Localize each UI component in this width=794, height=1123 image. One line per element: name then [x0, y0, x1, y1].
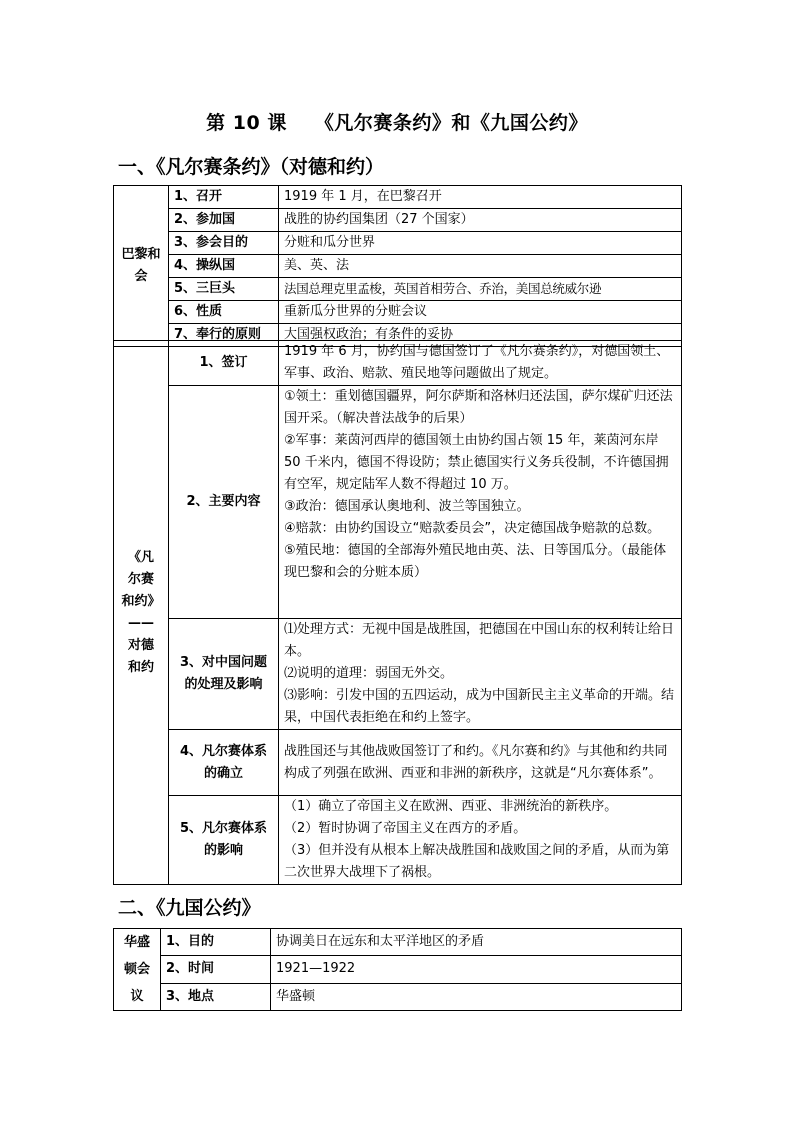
china-cell	[279, 619, 682, 730]
impact-item: （2）暂时协调了帝国主义在西方的矛盾。	[284, 821, 527, 836]
treaty-group-line: 和约	[127, 659, 154, 675]
paris-row-value: 大国强权政治；有条件的妥协	[279, 324, 682, 347]
content-item: ③政治：德国承认奥地利、波兰等国独立。	[284, 499, 530, 514]
impact-item: （3）但并没有从根本上解决战胜国和战败国之间的矛盾，从而为第二次世界大战埋下了祸根。	[284, 843, 670, 880]
china-item: ⑶影响：引发中国的五四运动，成为中国新民主主义革命的开端。结果，中国代表拒绝在和约上签字。	[284, 688, 675, 725]
paris-row-value: 分赃和瓜分世界	[279, 232, 682, 255]
washington-row-value: 协调美日在远东和太平洋地区的矛盾	[271, 929, 682, 956]
system-label-line: 的确立	[203, 765, 243, 781]
china-item: ⑵说明的道理：弱国无外交。	[284, 666, 454, 681]
treaty-group-line: 对德	[127, 637, 154, 653]
sign-value: 1919 年 6 月，协约国与德国签订了《凡尔赛条约》，对德国领土、军事、政治、赔款、殖民地等问题做出了规定。	[279, 341, 682, 386]
content-label: 2、主要内容	[169, 386, 279, 619]
impact-label-line: 的影响	[203, 843, 243, 858]
content-item: ①领土：重划德国疆界，阿尔萨斯和洛林归还法国，萨尔煤矿归还法国开采。（解决普法战争的后果）	[284, 389, 673, 426]
washington-group-cell	[114, 929, 161, 1011]
paris-row-label: 6、性质	[169, 301, 279, 324]
content-cell	[279, 386, 682, 619]
washington-group-line: 议	[130, 989, 144, 1004]
paris-row-value: 1919 年 1 月，在巴黎召开	[279, 186, 682, 209]
lesson-name: 《凡尔赛条约》和《九国公约》	[314, 112, 588, 134]
content-item: ⑤殖民地：德国的全部海外殖民地由英、法、日等国瓜分。（最能体现巴黎和会的分赃本质）	[284, 543, 667, 580]
content-item: ②军事：莱茵河西岸的德国领土由协约国占领 15 年，莱茵河东岸 50 千米内，德国不得设防；禁止德国实行义务兵役制，不许德国拥有空军，规定陆军人数不得超过 10 万。	[284, 433, 669, 492]
treaty-group-cell	[114, 341, 169, 885]
china-label	[169, 619, 279, 730]
versailles-treaty-table	[113, 340, 682, 885]
paris-row-value: 重新瓜分世界的分赃会议	[279, 301, 682, 324]
china-label-line: 的处理及影响	[184, 677, 263, 692]
paris-conference-table	[113, 185, 682, 347]
washington-row-label: 2、时间	[161, 956, 271, 983]
lesson-number: 第 10 课	[206, 112, 287, 134]
paris-row-label: 5、三巨头	[169, 278, 279, 301]
impact-label-line: 5、凡尔赛体系	[179, 821, 268, 836]
china-item: ⑴处理方式：无视中国是战胜国，把德国在中国山东的权利转让给日本。	[284, 622, 675, 659]
washington-group-line: 顿会	[123, 962, 150, 977]
washington-row-label: 1、目的	[161, 929, 271, 956]
system-label	[169, 730, 279, 796]
content-item: ④赔款：由协约国设立“赔款委员会”，决定德国战争赔款的总数。	[284, 521, 661, 536]
sign-label: 1、签订	[169, 341, 279, 386]
paris-row-label: 7、奉行的原则	[169, 324, 279, 347]
section2-heading: 二、《九国公约》	[118, 897, 261, 919]
treaty-group-line: 和约》	[121, 593, 161, 609]
china-label-line: 3、对中国问题	[179, 655, 268, 670]
washington-row-value: 1921—1922	[271, 956, 682, 983]
paris-row-value: 法国总理克里孟梭，英国首相劳合、乔治，美国总统威尔逊	[279, 278, 682, 301]
system-label-line: 4、凡尔赛体系	[179, 743, 268, 759]
paris-row-label: 3、参会目的	[169, 232, 279, 255]
system-value: 战胜国还与其他战败国签订了和约。《凡尔赛和约》与其他和约共同构成了列强在欧洲、西亚和非洲的新秩序，这就是“凡尔赛体系”。	[279, 730, 682, 796]
paris-row-label: 2、参加国	[169, 209, 279, 232]
paris-row-value: 战胜的协约国集团（27 个国家）	[279, 209, 682, 232]
section1-heading: 一、《凡尔赛条约》（对德和约）	[118, 156, 385, 178]
paris-row-label: 4、操纵国	[169, 255, 279, 278]
treaty-group-line: 尔赛	[127, 571, 154, 587]
impact-cell	[279, 796, 682, 885]
washington-conference-table	[113, 928, 682, 1011]
paris-row-value: 美、英、法	[279, 255, 682, 278]
paris-group-cell	[114, 186, 169, 347]
paris-group-label: 巴黎和会	[121, 247, 161, 284]
impact-label	[169, 796, 279, 885]
treaty-group-line: 《凡	[127, 549, 154, 565]
impact-item: （1）确立了帝国主义在欧洲、西亚、非洲统治的新秩序。	[284, 799, 618, 814]
washington-row-label: 3、地点	[161, 983, 271, 1010]
paris-row-label: 1、召开	[169, 186, 279, 209]
treaty-group-line: ——	[128, 615, 154, 631]
washington-row-value: 华盛顿	[271, 983, 682, 1010]
page-title	[0, 108, 794, 135]
washington-group-line: 华盛	[123, 935, 150, 950]
